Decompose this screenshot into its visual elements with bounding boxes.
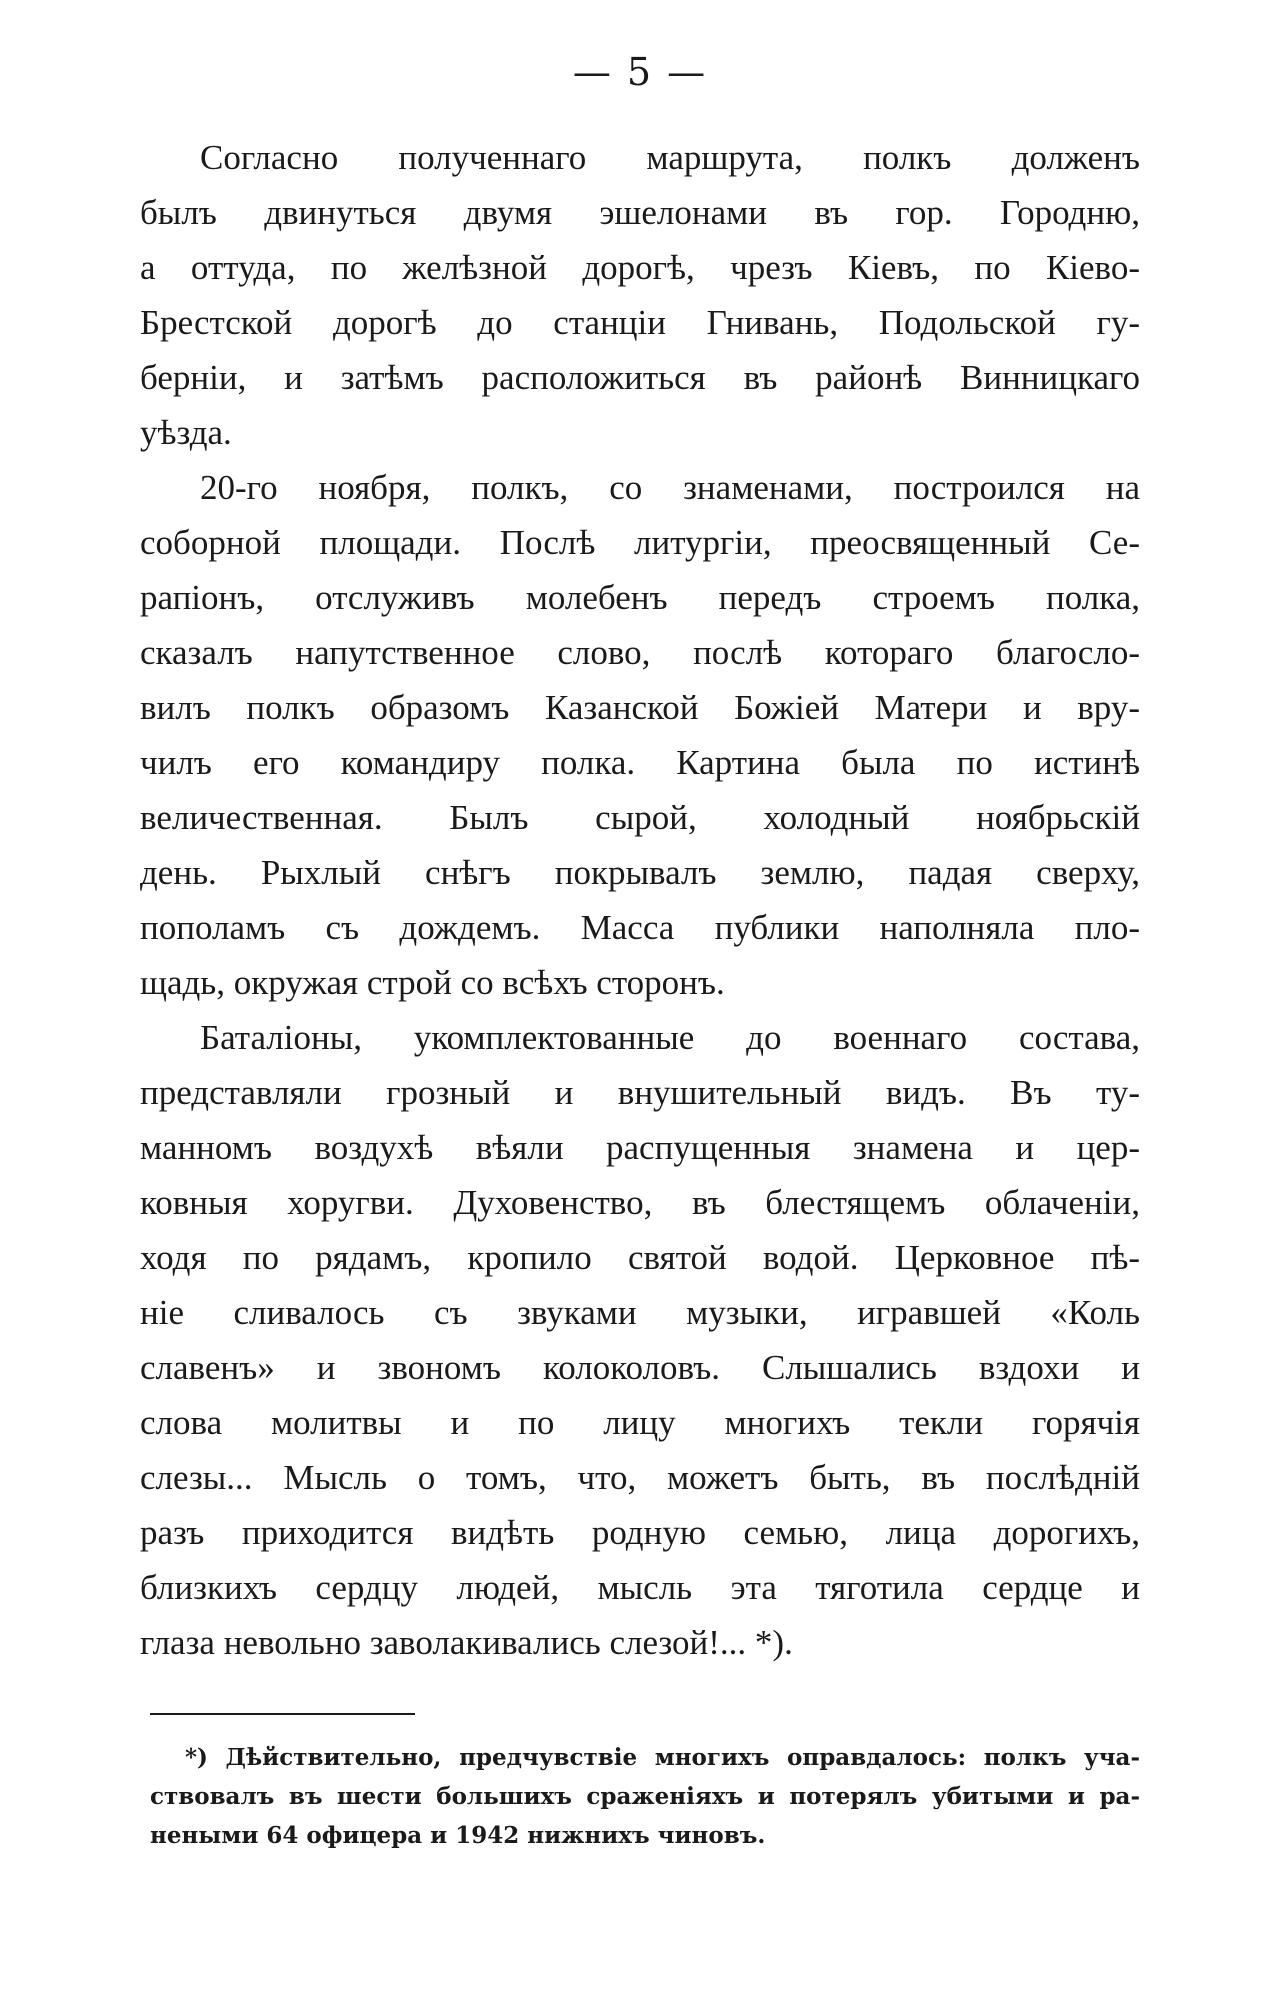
text-line: вилъ полкъ образомъ Казанской Божіей Матери и вру-: [140, 688, 1140, 727]
text-line: Баталіоны, укомплектованные до военнаго состава,: [200, 1018, 1140, 1057]
text-line: былъ двинуться двумя эшелонами въ гор. Городню,: [140, 193, 1140, 232]
text-line: глаза невольно заволакивались слезой!... *).: [140, 1623, 793, 1662]
text-line: слезы... Мысль о томъ, что, можетъ быть, въ послѣдній: [140, 1458, 1140, 1497]
text-line: Согласно полученнаго маршрута, полкъ долженъ: [200, 138, 1140, 177]
text-line: близкихъ сердцу людей, мысль эта тяготила сердце и: [140, 1568, 1140, 1607]
text-line: чилъ его командиру полка. Картина была по истинѣ: [140, 743, 1140, 782]
text-line: пополамъ съ дождемъ. Масса публики наполняла пло-: [140, 908, 1140, 947]
text-line: представляли грозный и внушительный видъ. Въ ту-: [140, 1073, 1140, 1112]
footnote: [150, 1738, 1140, 1855]
footnote-line: ствовалъ въ шести большихъ сраженіяхъ и потерялъ убитыми и ра-: [150, 1783, 1140, 1810]
text-line: манномъ воздухѣ вѣяли распущенныя знамена и цер-: [140, 1128, 1140, 1167]
text-line: величественная. Былъ сырой, холодный ноябрьскій: [140, 798, 1140, 837]
page-number: — 5 —: [572, 50, 708, 94]
footnote-line: *) Дѣйствительно, предчувствіе многихъ оправдалось: полкъ уча-: [185, 1744, 1140, 1771]
paragraph: [140, 460, 1140, 1010]
text-line: сказалъ напутственное слово, послѣ котораго благосло-: [140, 633, 1140, 672]
text-line: а оттуда, по желѣзной дорогѣ, чрезъ Кіевъ, по Кіево-: [140, 248, 1140, 287]
text-line: ніе сливалось съ звуками музыки, игравшей «Коль: [140, 1293, 1140, 1332]
text-line: славенъ» и звономъ колоколовъ. Слышались вздохи и: [140, 1348, 1140, 1387]
text-line: ковныя хоругви. Духовенство, въ блестящемъ облаченіи,: [140, 1183, 1140, 1222]
footnote-line: неными 64 офицера и 1942 нижнихъ чиновъ.: [150, 1822, 766, 1849]
text-line: разъ приходится видѣть родную семью, лица дорогихъ,: [140, 1513, 1140, 1552]
footnote-divider: [150, 1713, 415, 1715]
text-line: день. Рыхлый снѣгъ покрывалъ землю, падая сверху,: [140, 853, 1140, 892]
text-line: слова молитвы и по лицу многихъ текли горячія: [140, 1403, 1140, 1442]
text-line: рапіонъ, отслуживъ молебенъ передъ строемъ полка,: [140, 578, 1140, 617]
paragraph: [140, 130, 1140, 460]
paragraph: [140, 1010, 1140, 1670]
text-line: уѣзда.: [140, 413, 232, 452]
text-line: Брестской дорогѣ до станціи Гнивань, Подольской гу-: [140, 303, 1140, 342]
text-line: щадь, окружая строй со всѣхъ сторонъ.: [140, 963, 725, 1002]
text-line: соборной площади. Послѣ литургіи, преосвященный Се-: [140, 523, 1140, 562]
text-line: 20-го ноября, полкъ, со знаменами, построился на: [200, 468, 1140, 507]
text-line: ходя по рядамъ, кропило святой водой. Церковное пѣ-: [140, 1238, 1140, 1277]
main-text: [140, 130, 1140, 1670]
text-line: берніи, и затѣмъ расположиться въ районѣ Винницкаго: [140, 358, 1140, 397]
